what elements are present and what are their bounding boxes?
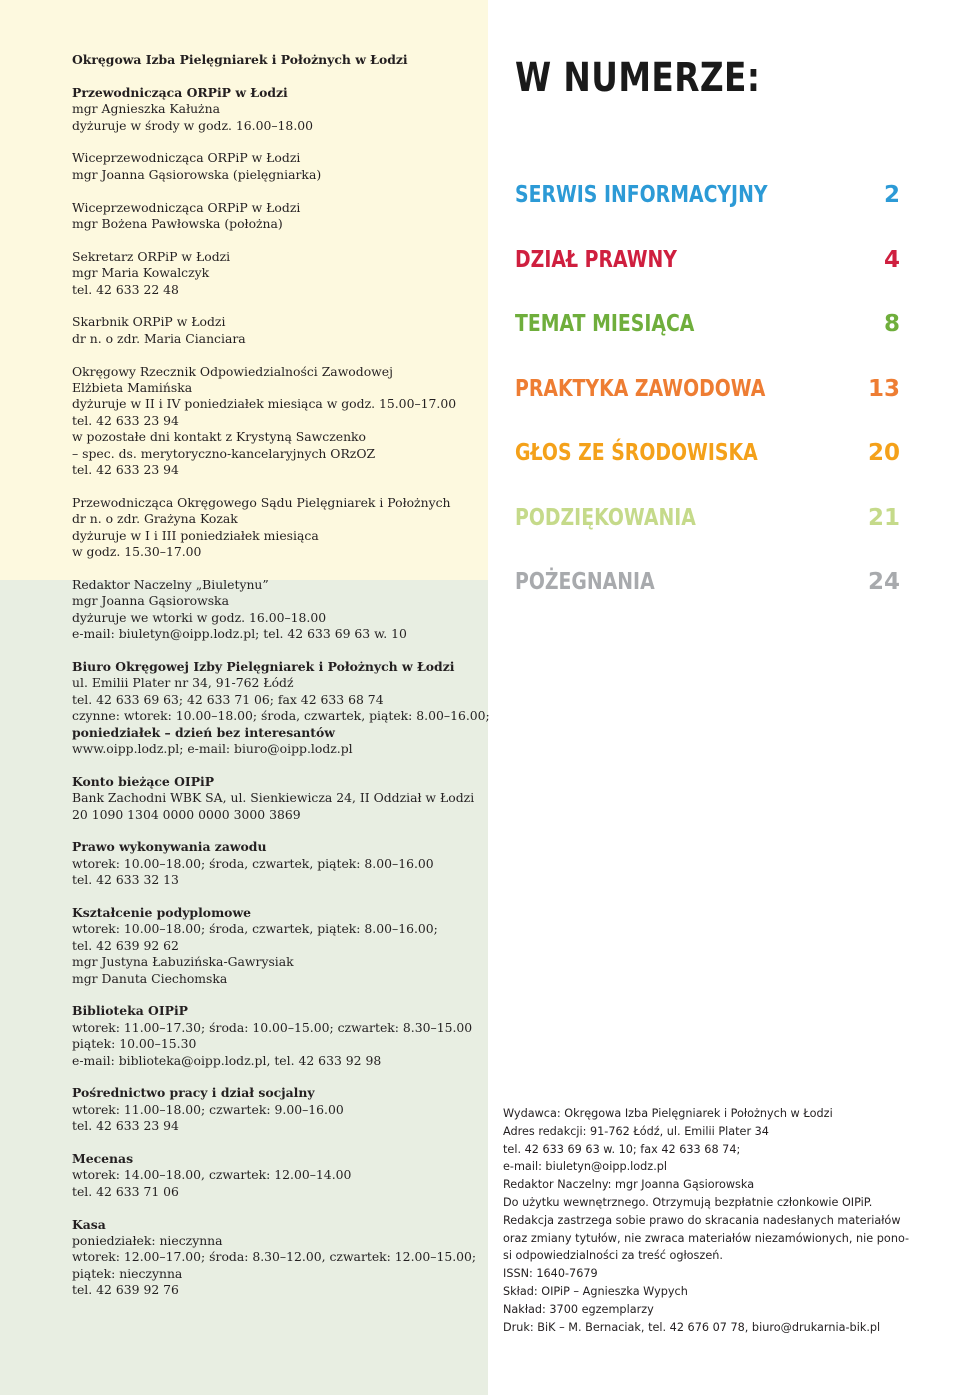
block-line: Okręgowy Rzecznik Odpowiedzialności Zawodowej xyxy=(72,363,393,379)
block-heading: Biblioteka OIPiP xyxy=(72,1003,188,1019)
contents-title: W NUMERZE: xyxy=(515,55,761,101)
contact-block xyxy=(72,495,482,561)
toc-page-number: 2 xyxy=(883,182,900,208)
block-line: wtorek: 10.00–18.00; środa, czwartek, piątek: 8.00–16.00 xyxy=(72,855,434,871)
imprint-line: Redakcja zastrzega sobie prawo do skracania nadesłanych materiałów xyxy=(503,1212,901,1227)
block-line: tel. 42 633 23 94 xyxy=(72,412,179,428)
block-heading: Kształcenie podyplomowe xyxy=(72,904,251,920)
block-line: tel. 42 639 92 76 xyxy=(72,1282,179,1298)
toc-page-number: 4 xyxy=(883,247,900,273)
block-heading: Kasa xyxy=(72,1216,106,1232)
block-line: mgr Justyna Łabuzińska-Gawrysiak xyxy=(72,954,294,970)
toc-label: POŻEGNANIA xyxy=(515,569,655,595)
imprint-line: ISSN: 1640-7679 xyxy=(503,1266,598,1281)
block-line: Wiceprzewodnicząca ORPiP w Łodzi xyxy=(72,150,301,166)
toc-page-number: 8 xyxy=(883,311,900,337)
block-line: dyżuruje w I i III poniedziałek miesiąca xyxy=(72,527,319,543)
block-line: Elżbieta Mamińska xyxy=(72,380,193,396)
contact-block xyxy=(72,364,482,479)
block-line: Skarbnik ORPiP w Łodzi xyxy=(72,314,226,330)
block-line: dyżuruje w środy w godz. 16.00–18.00 xyxy=(72,117,314,133)
block-line: Wiceprzewodnicząca ORPiP w Łodzi xyxy=(72,199,301,215)
contact-block xyxy=(72,85,482,134)
block-line: Przewodnicząca Okręgowego Sądu Pielęgniarek i Położnych xyxy=(72,494,451,510)
contact-block xyxy=(72,249,482,298)
block-line: 20 1090 1304 0000 0000 3000 3869 xyxy=(72,806,301,822)
block-line: tel. 42 633 69 63; 42 633 71 06; fax 42 633 68 74 xyxy=(72,691,384,707)
block-line: Bank Zachodni WBK SA, ul. Sienkiewicza 24, II Oddział w Łodzi xyxy=(72,790,475,806)
toc-label: PODZIĘKOWANIA xyxy=(515,505,696,531)
block-line: w pozostałe dni kontakt z Krystyną Sawczenko xyxy=(72,429,367,445)
block-line: w godz. 15.30–17.00 xyxy=(72,544,202,560)
block-line: ul. Emilii Plater nr 34, 91-762 Łódź xyxy=(72,675,294,691)
toc-page-number: 20 xyxy=(867,440,900,466)
block-line: tel. 42 639 92 62 xyxy=(72,937,179,953)
block-heading: Pośrednictwo pracy i dział socjalny xyxy=(72,1085,315,1101)
toc-label: GŁOS ZE ŚRODOWISKA xyxy=(515,440,758,466)
imprint xyxy=(503,1105,943,1336)
block-line: mgr Agnieszka Kałużna xyxy=(72,101,220,117)
block-line: mgr Danuta Ciechomska xyxy=(72,970,228,986)
toc-label: PRAKTYKA ZAWODOWA xyxy=(515,376,766,402)
block-heading: Mecenas xyxy=(72,1150,134,1166)
block-line: poniedziałek: nieczynna xyxy=(72,1233,223,1248)
imprint-line: Redaktor Naczelny: mgr Joanna Gąsiorowska xyxy=(503,1177,755,1192)
contact-block xyxy=(72,577,482,643)
block-line: tel. 42 633 23 94 xyxy=(72,1118,179,1134)
block-line: tel. 42 633 22 48 xyxy=(72,281,179,297)
imprint-line: Wydawca: Okręgowa Izba Pielęgniarek i Położnych w Łodzi xyxy=(503,1106,833,1120)
block-line: wtorek: 12.00–17.00; środa: 8.30–12.00, czwartek: 12.00–15.00; xyxy=(72,1249,477,1265)
block-heading: Prawo wykonywania zawodu xyxy=(72,839,267,855)
toc-label: SERWIS INFORMACYJNY xyxy=(515,182,768,208)
toc-label: DZIAŁ PRAWNY xyxy=(515,247,677,273)
block-line: piątek: 10.00–15.30 xyxy=(72,1036,197,1052)
block-line: e-mail: biuletyn@oipp.lodz.pl; tel. 42 633 69 63 w. 10 xyxy=(72,626,407,642)
toc-label: TEMAT MIESIĄCA xyxy=(515,311,695,337)
block-line: mgr Bożena Pawłowska (położna) xyxy=(72,216,283,232)
imprint-line: Druk: BiK – M. Bernaciak, tel. 42 676 07 78, biuro@drukarnia-bik.pl xyxy=(503,1319,881,1334)
block-line: Redaktor Naczelny „Biuletynu” xyxy=(72,576,269,592)
block-line: tel. 42 633 32 13 xyxy=(72,872,179,888)
block-line: dyżuruje we wtorki w godz. 16.00–18.00 xyxy=(72,609,327,625)
contact-block xyxy=(72,1003,482,1069)
block-line: – spec. ds. merytoryczno-kancelaryjnych ORzOZ xyxy=(72,445,376,461)
block-heading: poniedziałek – dzień bez interesantów xyxy=(72,724,335,740)
block-heading: Konto bieżące OIPiP xyxy=(72,773,215,789)
block-line: mgr Joanna Gąsiorowska xyxy=(72,593,229,609)
contact-block xyxy=(72,905,482,987)
block-line: mgr Joanna Gąsiorowska (pielęgniarka) xyxy=(72,166,322,182)
imprint-line: tel. 42 633 69 63 w. 10; fax 42 633 68 74; xyxy=(503,1141,741,1156)
imprint-line: Adres redakcji: 91-762 Łódź, ul. Emilii Plater 34 xyxy=(503,1123,769,1138)
block-line: wtorek: 11.00–18.00; czwartek: 9.00–16.00 xyxy=(72,1101,344,1117)
block-heading: Okręgowa Izba Pielęgniarek i Położnych w Łodzi xyxy=(72,52,408,67)
block-line: czynne: wtorek: 10.00–18.00; środa, czwartek, piątek: 8.00–16.00; xyxy=(72,708,490,724)
block-line: Sekretarz ORPiP w Łodzi xyxy=(72,248,231,264)
contact-block xyxy=(72,774,482,823)
contact-block xyxy=(72,839,482,888)
imprint-line: Nakład: 3700 egzemplarzy xyxy=(503,1301,654,1316)
block-line: wtorek: 11.00–17.30; środa: 10.00–15.00; czwartek: 8.30–15.00 xyxy=(72,1019,473,1035)
block-line: e-mail: biblioteka@oipp.lodz.pl, tel. 42 633 92 98 xyxy=(72,1052,382,1068)
contact-block xyxy=(72,1151,482,1200)
contact-block xyxy=(72,1085,482,1134)
contact-directory xyxy=(72,52,490,1315)
contact-block xyxy=(72,1217,482,1299)
contact-block xyxy=(72,52,482,68)
block-line: dyżuruje w II i IV poniedziałek miesiąca w godz. 15.00–17.00 xyxy=(72,396,457,412)
block-line: mgr Maria Kowalczyk xyxy=(72,265,210,281)
block-line: wtorek: 14.00–18.00, czwartek: 12.00–14.00 xyxy=(72,1167,352,1183)
toc-page-number: 24 xyxy=(867,569,900,595)
toc-page-number: 13 xyxy=(867,376,900,402)
contact-block xyxy=(72,200,482,233)
block-heading: Biuro Okręgowej Izby Pielęgniarek i Położnych w Łodzi xyxy=(72,658,455,674)
block-line: dr n. o zdr. Grażyna Kozak xyxy=(72,511,238,527)
block-line: wtorek: 10.00–18.00; środa, czwartek, piątek: 8.00–16.00; xyxy=(72,921,438,937)
imprint-line: e-mail: biuletyn@oipp.lodz.pl xyxy=(503,1159,668,1174)
imprint-line: Skład: OIPiP – Agnieszka Wypych xyxy=(503,1283,688,1298)
block-line: tel. 42 633 71 06 xyxy=(72,1183,179,1199)
block-line: tel. 42 633 23 94 xyxy=(72,462,179,478)
contact-block xyxy=(72,658,490,757)
imprint-line: oraz zmiany tytułów, nie zwraca materiałów niezamówionych, nie pono- xyxy=(503,1230,910,1245)
contact-block xyxy=(72,150,482,183)
block-heading: Przewodnicząca ORPiP w Łodzi xyxy=(72,84,288,100)
imprint-line: Do użytku wewnętrznego. Otrzymują bezpłatnie członkowie OIPiP. xyxy=(503,1194,873,1209)
block-line: piątek: nieczynna xyxy=(72,1265,183,1281)
block-line: www.oipp.lodz.pl; e-mail: biuro@oipp.lodz.pl xyxy=(72,740,353,756)
imprint-line: si odpowiedzialności za treść ogłoszeń. xyxy=(503,1248,723,1263)
toc-page-number: 21 xyxy=(867,505,900,531)
block-line: dr n. o zdr. Maria Cianciara xyxy=(72,330,246,346)
contact-block xyxy=(72,314,482,347)
